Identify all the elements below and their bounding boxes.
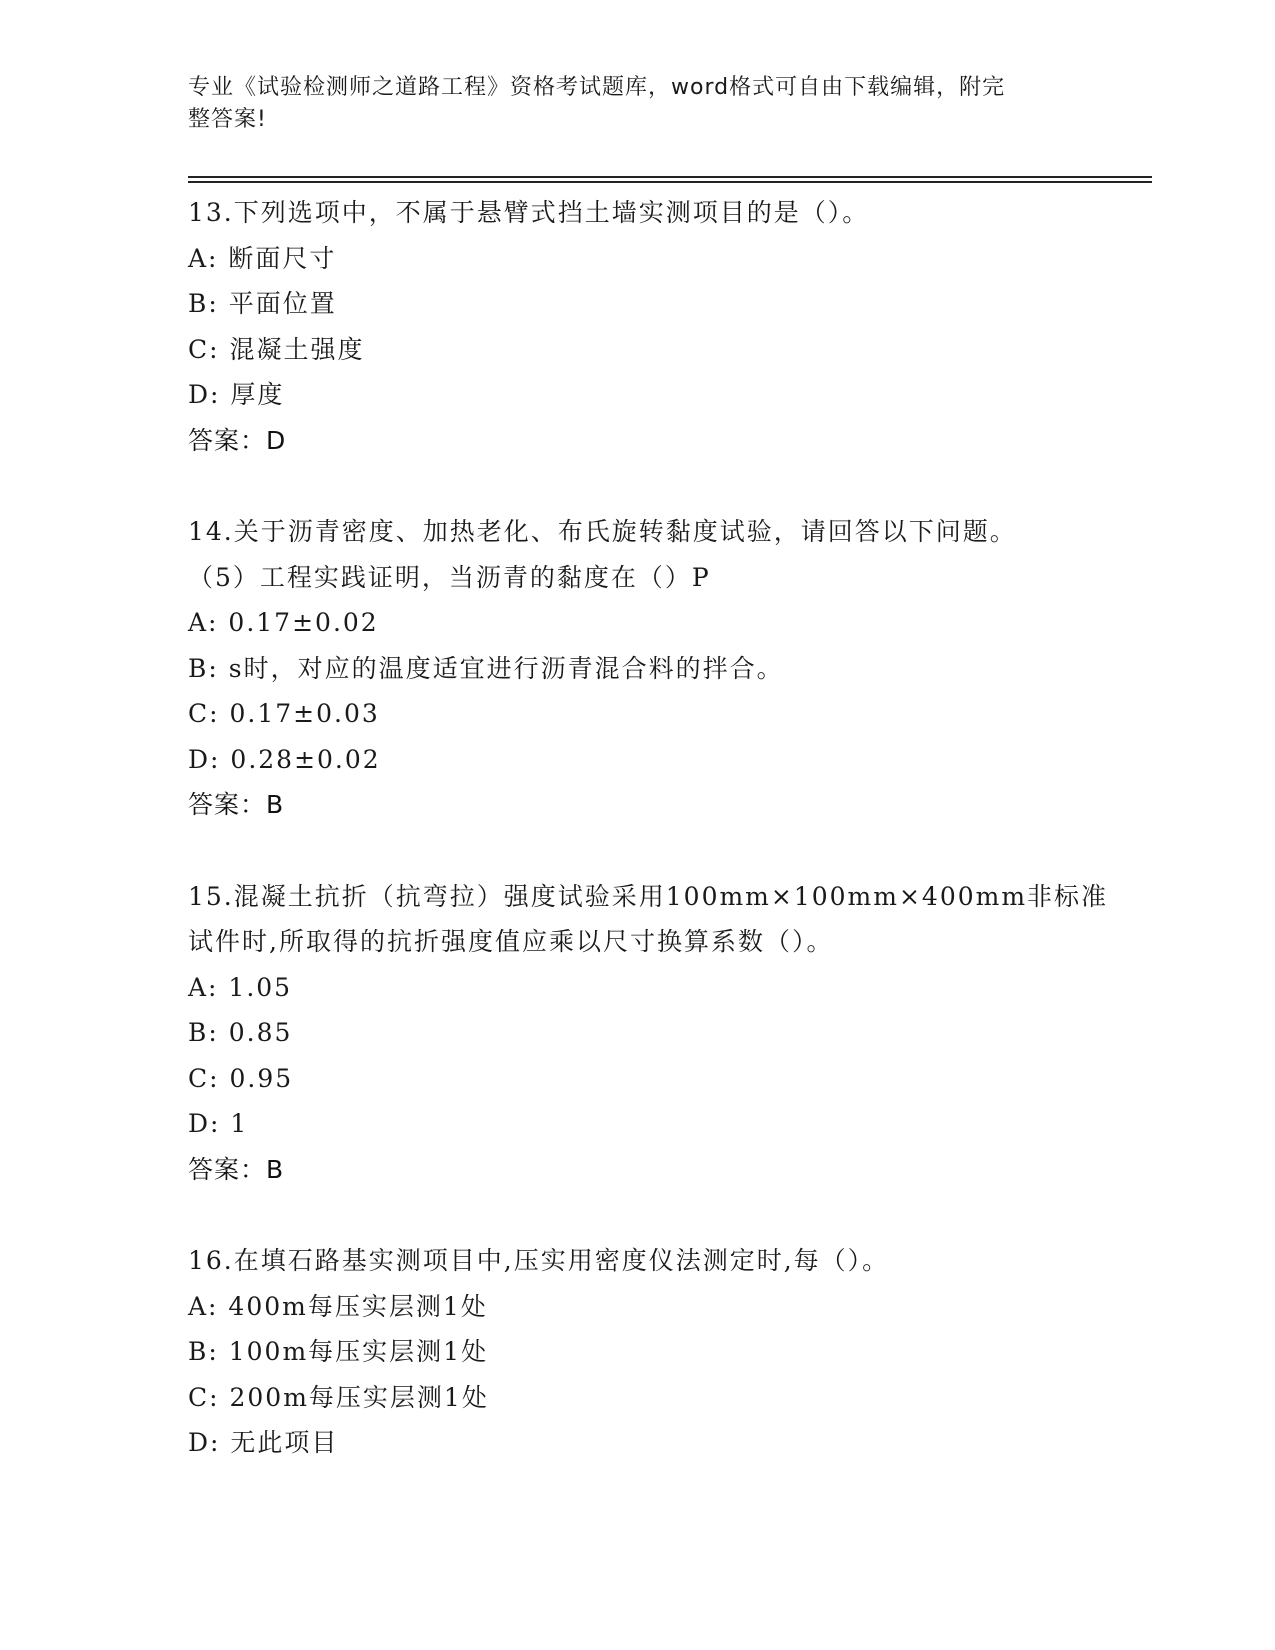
- option-a: A: 断面尺寸: [188, 243, 337, 273]
- option-b: B: s时，对应的温度适宜进行沥青混合料的拌合。: [188, 653, 784, 683]
- option-b: B: 平面位置: [188, 289, 337, 318]
- answer-line: 答案：B: [188, 790, 285, 819]
- answer-line: 答案：B: [188, 1154, 285, 1184]
- option-b: B: 100m每压实层测1处: [188, 1337, 489, 1366]
- option-c: C: 200m每压实层测1处: [188, 1382, 489, 1412]
- question-15: [188, 874, 1109, 1193]
- option-a: A: 400m每压实层测1处: [188, 1291, 488, 1321]
- question-stem-continued: 试件时,所取得的抗折强度值应乘以尺寸换算系数（）。: [188, 927, 834, 956]
- question-stem: 14.关于沥青密度、加热老化、布氏旋转黏度试验，请回答以下问题。: [188, 517, 1017, 546]
- option-b: B: 0.85: [188, 1018, 293, 1047]
- option-c: C: 0.95: [188, 1063, 294, 1093]
- header-divider-bottom: [188, 181, 1152, 183]
- question-14: [188, 509, 1088, 828]
- option-d: D: 0.28±0.02: [188, 744, 381, 774]
- option-c: C: 0.17±0.03: [188, 699, 380, 728]
- question-13: [188, 190, 1088, 463]
- question-16: [188, 1238, 1088, 1466]
- header-line-1: 专业《试验检测师之道路工程》资格考试题库，word格式可自由下载编辑，附完: [188, 75, 1006, 100]
- header-divider-top: [188, 176, 1152, 178]
- option-d: D: 1: [188, 1109, 249, 1138]
- option-a: A: 1.05: [188, 972, 293, 1002]
- header-line-2: 整答案!: [188, 107, 267, 132]
- option-c: C: 混凝土强度: [188, 334, 365, 364]
- option-d: D: 厚度: [188, 380, 285, 409]
- question-list: [188, 190, 1109, 1512]
- document-header: [188, 72, 1088, 136]
- question-stem: 16.在填石路基实测项目中,压实用密度仪法测定时,每（）。: [188, 1246, 890, 1275]
- answer-line: 答案：D: [188, 425, 287, 455]
- option-d: D: 无此项目: [188, 1428, 339, 1457]
- question-stem: 13.下列选项中，不属于悬臂式挡土墙实测项目的是（）。: [188, 198, 870, 227]
- option-a: A: 0.17±0.02: [188, 608, 379, 637]
- question-stem: 15.混凝土抗折（抗弯拉）强度试验采用100mm×100mm×400mm非标准: [188, 881, 1109, 911]
- question-stem-continued: （5）工程实践证明，当沥青的黏度在（）P: [188, 562, 711, 592]
